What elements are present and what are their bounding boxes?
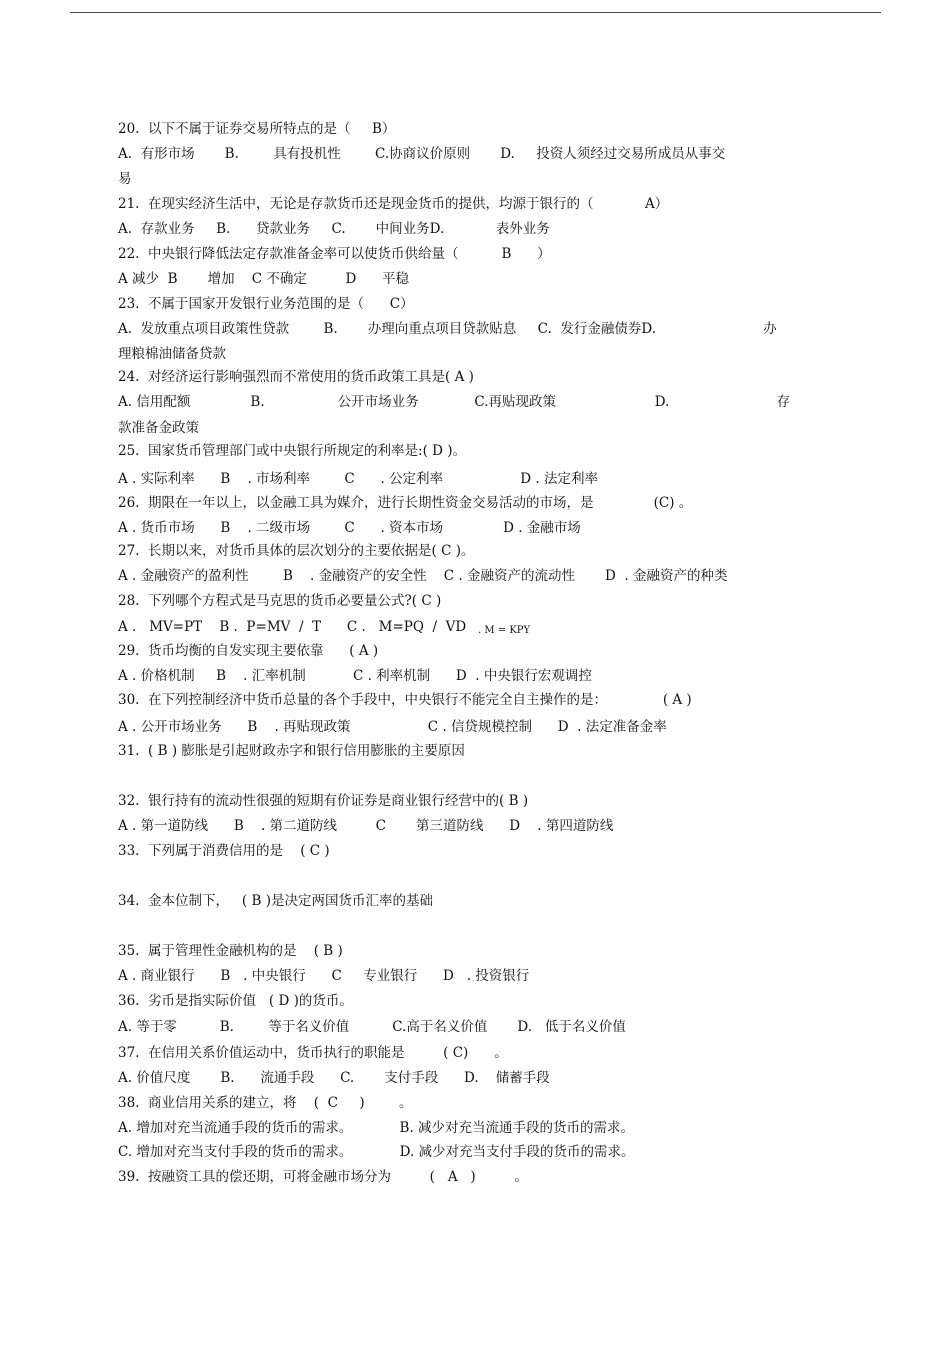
q35-options: A . 商业银行 B . 中央银行 C 专业银行 D . 投资银行 xyxy=(118,968,530,984)
q39-stem: 39. 按融资工具的偿还期，可将金融市场分为 ( A ) 。 xyxy=(118,1169,528,1185)
q30-options: A . 公开市场业务 B . 再贴现政策 C . 信贷规模控制 D . 法定准备金率 xyxy=(118,719,667,735)
q28-options: A . MV=PT B . P=MV / T C . M=PQ / VD xyxy=(118,619,467,635)
q36-stem: 36. 劣币是指实际价值 ( D )的货币。 xyxy=(118,993,353,1009)
q22-stem: 22. 中央银行降低法定存款准备金率可以使货币供给量（ B ） xyxy=(118,246,551,262)
q21-stem: 21. 在现实经济生活中，无论是存款货币还是现金货币的提供，均源于银行的（ A） xyxy=(118,196,669,212)
q24-options-cont: 款准备金政策 xyxy=(118,420,199,436)
q38-options-ab: A. 增加对充当流通手段的货币的需求。 B. 减少对充当流通手段的货币的需求。 xyxy=(118,1120,635,1136)
q38-stem: 38. 商业信用关系的建立，将 ( C ) 。 xyxy=(118,1095,413,1111)
q28-stem: 28. 下列哪个方程式是马克思的货币必要量公式?( C ) xyxy=(118,593,442,609)
q32-stem: 32. 银行持有的流动性很强的短期有价证券是商业银行经营中的( B ) xyxy=(118,793,529,809)
q28-option-d: . M = KPY xyxy=(478,625,531,636)
q33-stem: 33. 下列属于消费信用的是 ( C ) xyxy=(118,843,330,859)
q27-options: A . 金融资产的盈利性 B . 金融资产的安全性 C . 金融资产的流动性 D . 金融资产的种类 xyxy=(118,568,728,584)
q31-stem: 31. ( B ) 膨胀是引起财政赤字和银行信用膨胀的主要原因 xyxy=(118,743,465,759)
q37-options: A. 价值尺度 B. 流通手段 C. 支付手段 D. 储蓄手段 xyxy=(118,1070,550,1086)
q37-stem: 37. 在信用关系价值运动中，货币执行的职能是 ( C) 。 xyxy=(118,1045,508,1061)
q27-stem: 27. 长期以来，对货币具体的层次划分的主要依据是( C )。 xyxy=(118,543,475,559)
q36-options: A. 等于零 B. 等于名义价值 C.高于名义价值 D. 低于名义价值 xyxy=(118,1019,626,1035)
q35-stem: 35. 属于管理性金融机构的是 ( B ) xyxy=(118,943,343,959)
q23-stem: 23. 不属于国家开发银行业务范围的是（ C） xyxy=(118,296,414,312)
q26-options: A . 货币市场 B . 二级市场 C . 资本市场 D . 金融市场 xyxy=(118,520,581,536)
q29-stem: 29. 货币均衡的自发实现主要依靠 ( A ) xyxy=(118,643,379,659)
q38-options-cd: C. 增加对充当支付手段的货币的需求。 D. 减少对充当支付手段的货币的需求。 xyxy=(118,1144,635,1160)
q24-stem: 24. 对经济运行影响强烈而不常使用的货币政策工具是( A ) xyxy=(118,369,474,385)
q24-options: A. 信用配额 B. 公开市场业务 C.再贴现政策 D. 存 xyxy=(118,394,791,410)
q21-options: A. 存款业务 B. 贷款业务 C. 中间业务D. 表外业务 xyxy=(118,221,550,237)
q26-stem: 26. 期限在一年以上，以金融工具为媒介，进行长期性资金交易活动的市场，是 (C) 。 xyxy=(118,495,693,511)
q20-options-cont: 易 xyxy=(118,171,132,187)
q20-stem: 20. 以下不属于证券交易所特点的是（ B） xyxy=(118,121,396,137)
q20-options: A. 有形市场 B. 具有投机性 C.协商议价原则 D. 投资人须经过交易所成员从事交 xyxy=(118,146,726,162)
q32-options: A . 第一道防线 B . 第二道防线 C 第三道防线 D . 第四道防线 xyxy=(118,818,614,834)
q25-stem: 25. 国家货币管理部门或中央银行所规定的利率是:( D )。 xyxy=(118,443,467,459)
q34-stem: 34. 金本位制下， ( B )是决定两国货币汇率的基础 xyxy=(118,893,433,909)
q25-options: A . 实际利率 B . 市场利率 C . 公定利率 D . 法定利率 xyxy=(118,471,598,487)
q23-options-cont: 理粮棉油储备贷款 xyxy=(118,346,226,362)
q29-options: A . 价格机制 B . 汇率机制 C . 利率机制 D . 中央银行宏观调控 xyxy=(118,668,592,684)
q23-options: A. 发放重点项目政策性贷款 B. 办理向重点项目贷款贴息 C. 发行金融债券D. 办 xyxy=(118,321,777,337)
header-rule xyxy=(70,12,881,13)
q30-stem: 30. 在下列控制经济中货币总量的各个手段中，中央银行不能完全自主操作的是： ( A ) xyxy=(118,692,692,708)
q22-options: A 减少 B 增加 C 不确定 D 平稳 xyxy=(118,271,410,287)
